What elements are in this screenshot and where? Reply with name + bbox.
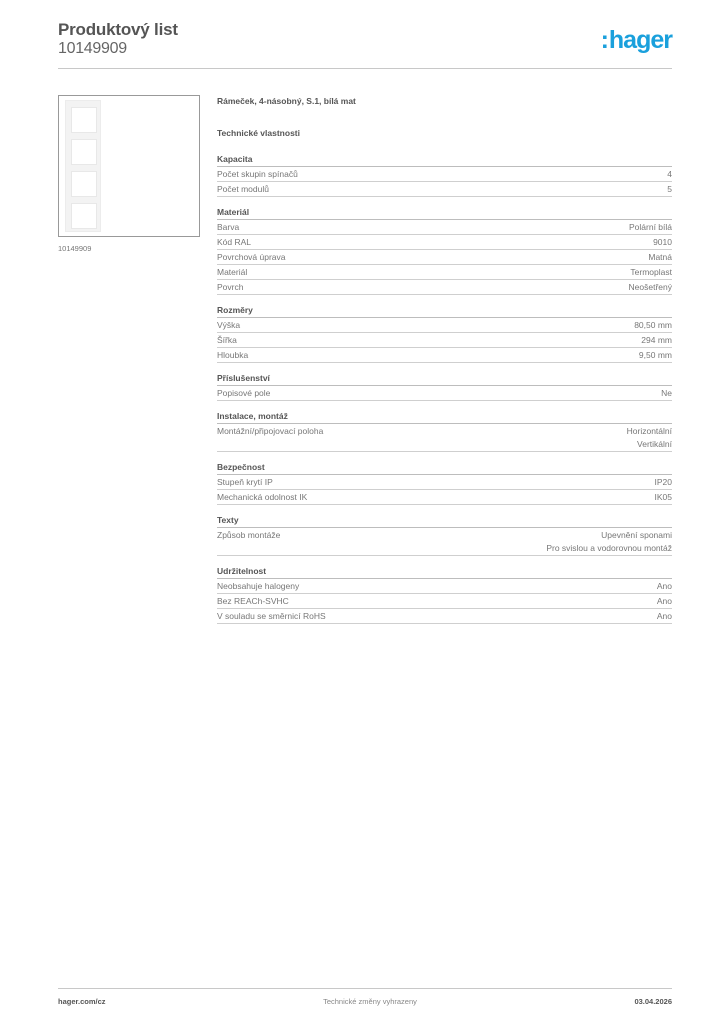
spec-group <box>217 372 672 401</box>
spec-value-line: 294 mm <box>641 335 672 345</box>
spec-value <box>648 251 672 264</box>
spec-row <box>217 265 672 280</box>
spec-row <box>217 235 672 250</box>
spec-label: Povrchová úprava <box>217 252 286 262</box>
spec-label: Šířka <box>217 335 237 345</box>
group-title: Příslušenství <box>217 372 672 386</box>
spec-label: Barva <box>217 222 240 232</box>
page-footer <box>58 997 672 1006</box>
document-title: Produktový list <box>58 20 178 39</box>
spec-value <box>546 529 672 555</box>
spec-value <box>657 580 672 593</box>
spec-label: Povrch <box>217 282 244 292</box>
spec-row <box>217 220 672 235</box>
spec-label: Stupeň krytí IP <box>217 477 273 487</box>
spec-label: Mechanická odolnost IK <box>217 492 308 502</box>
spec-group <box>217 410 672 452</box>
spec-value <box>634 319 672 332</box>
spec-value-line: Polární bílá <box>629 222 672 232</box>
spec-value-line: 80,50 mm <box>634 320 672 330</box>
product-name: Rámeček, 4-násobný, S.1, bílá mat <box>217 96 356 106</box>
spec-value-line: 9,50 mm <box>638 350 672 360</box>
spec-value-line: Termoplast <box>630 267 672 277</box>
spec-row <box>217 528 672 556</box>
spec-row <box>217 475 672 490</box>
group-title: Texty <box>217 514 672 528</box>
spec-value <box>630 266 672 279</box>
frame-cell <box>71 107 97 133</box>
spec-label: V souladu se směrnicí RoHS <box>217 611 326 621</box>
spec-row <box>217 333 672 348</box>
frame-cell <box>71 203 97 229</box>
spec-value <box>641 334 672 347</box>
group-title: Kapacita <box>217 153 672 167</box>
spec-row <box>217 250 672 265</box>
spec-label: Hloubka <box>217 350 249 360</box>
spec-value-line: Ano <box>656 611 672 621</box>
footer-divider <box>58 988 672 989</box>
spec-value-line: Pro svislou a vodorovnou montáž <box>546 543 672 553</box>
spec-row <box>217 594 672 609</box>
spec-row <box>217 579 672 594</box>
spec-value <box>655 491 673 504</box>
spec-value <box>629 221 672 234</box>
logo-colon: : <box>600 26 608 54</box>
spec-value <box>667 168 672 181</box>
spec-label: Bez REACh-SVHC <box>217 596 289 606</box>
frame-cell <box>71 139 97 165</box>
spec-group <box>217 206 672 295</box>
product-image <box>58 95 200 237</box>
spec-label: Neobsahuje halogeny <box>217 581 300 591</box>
spec-value-line: Neošetřený <box>628 282 672 292</box>
spec-group <box>217 153 672 197</box>
frame-illustration <box>65 100 101 232</box>
spec-label: Popisové pole <box>217 388 271 398</box>
spec-value-line: Upevnění sponami <box>601 530 672 540</box>
spec-row <box>217 318 672 333</box>
spec-value-line: IP20 <box>654 477 672 487</box>
spec-groups <box>217 153 672 624</box>
spec-value <box>627 425 672 451</box>
spec-row <box>217 424 672 452</box>
spec-label: Počet skupin spínačů <box>217 169 298 179</box>
spec-value-line: 5 <box>667 184 672 194</box>
group-title: Instalace, montáž <box>217 410 672 424</box>
spec-row <box>217 182 672 197</box>
spec-label: Materiál <box>217 267 248 277</box>
spec-value-line: Ne <box>661 388 672 398</box>
spec-label: Montážní/připojovací poloha <box>217 426 324 436</box>
spec-value-line: Matná <box>648 252 672 262</box>
spec-value-line: Ano <box>656 596 672 606</box>
spec-group <box>217 304 672 363</box>
spec-group <box>217 461 672 505</box>
section-title: Technické vlastnosti <box>217 128 300 138</box>
spec-value-line: Vertikální <box>637 439 672 449</box>
spec-row <box>217 609 672 624</box>
spec-value <box>639 349 672 362</box>
spec-value-line: Ano <box>656 581 672 591</box>
spec-value-line: IK05 <box>654 492 672 502</box>
spec-label: Výška <box>217 320 241 330</box>
spec-value <box>661 387 672 400</box>
footer-date: 03.04.2026 <box>634 997 672 1006</box>
spec-value <box>653 236 672 249</box>
group-title: Rozměry <box>217 304 672 318</box>
spec-group <box>217 514 672 556</box>
spec-value <box>657 610 672 623</box>
spec-label: Kód RAL <box>217 237 252 247</box>
spec-label: Počet modulů <box>217 184 269 194</box>
spec-row <box>217 490 672 505</box>
product-code: 10149909 <box>58 40 127 57</box>
spec-row <box>217 280 672 295</box>
hager-logo <box>601 25 672 55</box>
spec-value-line: 9010 <box>653 237 672 247</box>
main-content <box>217 95 672 633</box>
header-divider <box>58 68 672 69</box>
spec-value <box>667 183 672 196</box>
footer-disclaimer: Technické změny vyhrazeny <box>323 997 417 1006</box>
group-title: Bezpečnost <box>217 461 672 475</box>
footer-website[interactable]: hager.com/cz <box>58 997 106 1006</box>
spec-value <box>655 476 673 489</box>
group-title: Materiál <box>217 206 672 220</box>
spec-value-line: Horizontální <box>626 426 672 436</box>
logo-text: hager <box>608 26 672 54</box>
spec-value-line: 4 <box>667 169 672 179</box>
spec-label: Způsob montáže <box>217 530 281 540</box>
spec-value <box>657 595 672 608</box>
spec-row <box>217 167 672 182</box>
spec-row <box>217 386 672 401</box>
group-title: Udržitelnost <box>217 565 672 579</box>
spec-group <box>217 565 672 624</box>
spec-value <box>629 281 672 294</box>
image-caption: 10149909 <box>58 244 92 253</box>
page-header <box>58 20 178 58</box>
spec-row <box>217 348 672 363</box>
frame-cell <box>71 171 97 197</box>
